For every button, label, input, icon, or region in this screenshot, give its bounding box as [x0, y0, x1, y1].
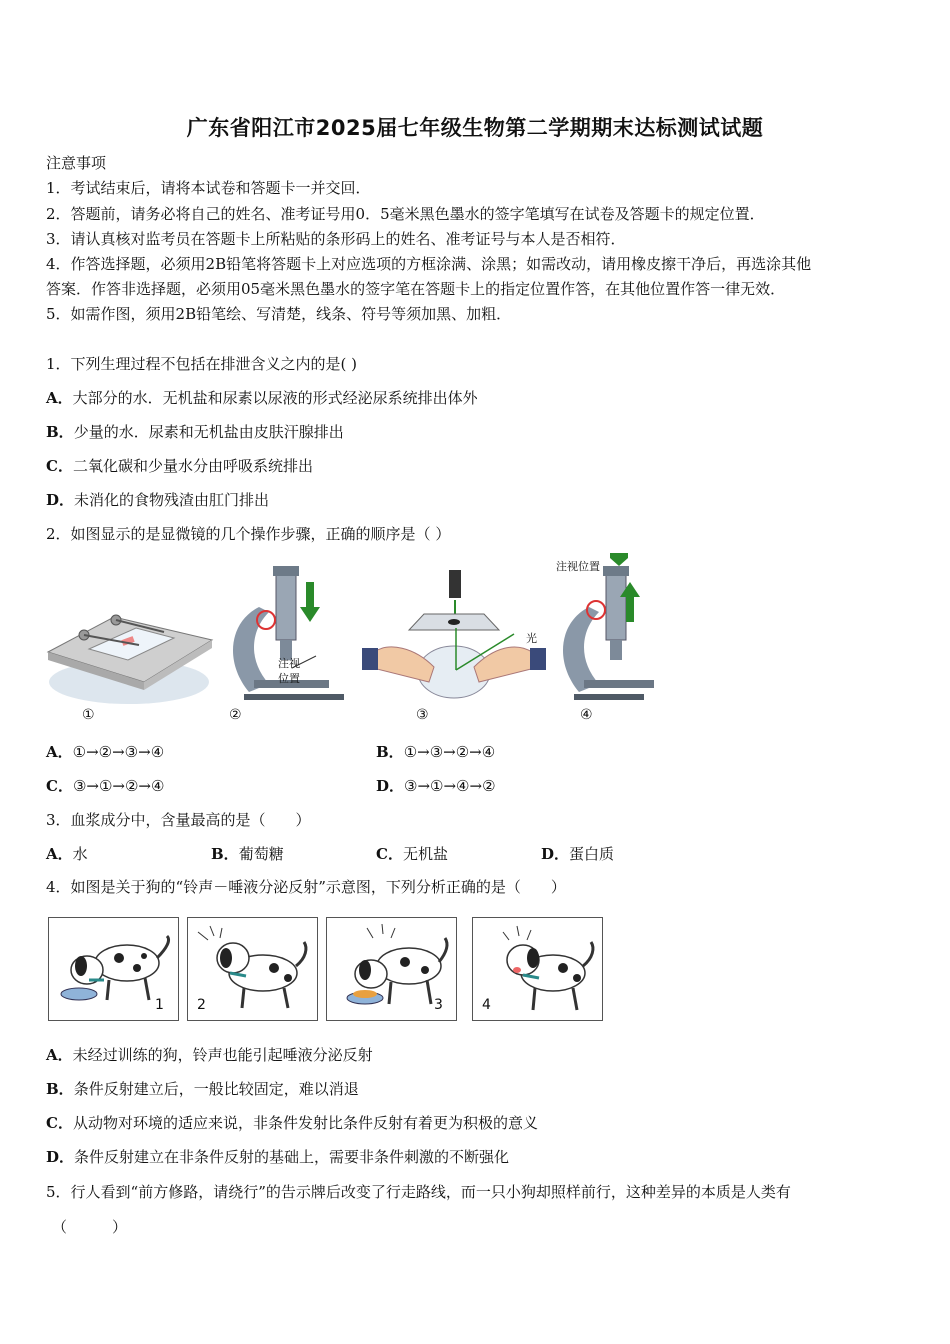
- option-letter: D．: [46, 1148, 75, 1166]
- option-letter: C．: [46, 777, 73, 795]
- option-text: ①→③→②→④: [403, 743, 496, 761]
- option-letter: B．: [46, 423, 74, 441]
- option-letter: A．: [46, 389, 73, 407]
- option-text: 葡萄糖: [238, 845, 284, 863]
- microscope-stage-illustration: [48, 615, 212, 704]
- annotation-light: 光: [526, 632, 537, 645]
- question-5-blank: （ ）: [52, 1218, 128, 1236]
- option-text: 从动物对环境的适应来说，非条件发射比条件反射有着更为积极的意义: [72, 1114, 538, 1132]
- option-text: 无机盐: [402, 845, 448, 863]
- question-4-option-a: [46, 1044, 373, 1065]
- figure-label-1: ①: [82, 707, 95, 723]
- question-3-option-a: [46, 843, 88, 864]
- option-text: ③→①→④→②: [404, 777, 496, 795]
- microscope-raising-illustration: [563, 552, 654, 700]
- question-1-option-a: [46, 387, 478, 408]
- option-letter: D．: [376, 777, 405, 795]
- figure-label-2: ②: [229, 707, 242, 723]
- question-3-option-d: [541, 843, 614, 864]
- option-text: 大部分的水．无机盐和尿素以尿液的形式经泌尿系统排出体外: [72, 389, 478, 407]
- question-4-option-d: [46, 1146, 509, 1167]
- option-letter: B．: [46, 1080, 74, 1098]
- option-text: 条件反射建立在非条件反射的基础上，需要非条件刺激的不断强化: [74, 1148, 510, 1166]
- question-4-stem: 4．如图是关于狗的“铃声－唾液分泌反射”示意图，下列分析正确的是（ ）: [46, 878, 566, 896]
- option-letter: C．: [376, 845, 403, 863]
- option-text: 水: [72, 845, 88, 863]
- question-2-option-a: [46, 741, 164, 762]
- notice-item: 3．请认真核对监考员在答题卡上所粘贴的条形码上的姓名、准考证号与本人是否相符．: [46, 230, 626, 248]
- notice-item: 5．如需作图，须用2B铅笔绘、写清楚，线条、符号等须加黑、加粗．: [46, 305, 512, 323]
- option-letter: C．: [46, 1114, 73, 1132]
- option-text: 条件反射建立后，一般比较固定，难以消退: [73, 1080, 359, 1098]
- microscope-steps-figure: [44, 552, 654, 732]
- option-text: ①→②→③→④: [72, 743, 165, 761]
- option-text: 蛋白质: [569, 845, 615, 863]
- question-3-option-b: [211, 843, 284, 864]
- dog-panel-2-number: 2: [197, 997, 206, 1013]
- dog-panel-2: [187, 917, 318, 1021]
- question-1-option-b: [46, 421, 344, 442]
- annotation-watch: 注视: [278, 657, 300, 670]
- notice-item: 1．考试结束后，请将本试卷和答题卡一并交回．: [46, 179, 371, 197]
- option-letter: D．: [541, 845, 570, 863]
- question-3-option-c: [376, 843, 448, 864]
- question-1-stem: 1．下列生理过程不包括在排泄含义之内的是( ): [46, 355, 358, 373]
- question-2-option-c: [46, 775, 164, 796]
- question-4-option-c: [46, 1112, 538, 1133]
- question-4-option-b: [46, 1078, 359, 1099]
- notice-item: 答案．作答非选择题，必须用05毫米黑色墨水的签字笔在答题卡上的指定位置作答，在其他位置作答一律无效．: [46, 280, 786, 298]
- annotation-watch-position: 注视位置: [556, 560, 600, 573]
- dog-panel-4-number: 4: [482, 997, 491, 1013]
- annotation-position: 位置: [278, 672, 300, 685]
- dog-salivating-illustration: [473, 918, 602, 1020]
- notice-heading: 注意事项: [46, 154, 107, 172]
- dog-panel-3-number: 3: [434, 997, 443, 1013]
- dog-bell-illustration: [188, 918, 317, 1020]
- question-2-option-d: [376, 775, 496, 796]
- option-letter: D．: [46, 491, 75, 509]
- question-2-option-b: [376, 741, 495, 762]
- option-text: ③→①→②→④: [72, 777, 165, 795]
- option-letter: B．: [211, 845, 239, 863]
- option-text: 未经过训练的狗，铃声也能引起唾液分泌反射: [72, 1046, 373, 1064]
- option-letter: A．: [46, 845, 73, 863]
- option-text: 二氧化碳和少量水分由呼吸系统排出: [72, 457, 313, 475]
- notice-item: 2．答题前，请务必将自己的姓名、准考证号用0．5毫米黑色墨水的签字笔填写在试卷及答题卡的规定位置．: [46, 205, 765, 223]
- option-text: 未消化的食物残渣由肛门排出: [74, 491, 270, 509]
- page-title: 广东省阳江市2025届七年级生物第二学期期末达标测试试题: [186, 116, 764, 140]
- notice-item: 4．作答选择题，必须用2B铅笔将答题卡上对应选项的方框涂满、涂黑；如需改动，请用橡皮擦干净后，再选涂其他: [46, 255, 812, 273]
- question-3-stem: 3．血浆成分中，含量最高的是（ ）: [46, 811, 311, 829]
- dog-panel-4: [472, 917, 603, 1021]
- option-letter: A．: [46, 1046, 73, 1064]
- question-1-option-d: [46, 489, 269, 510]
- dog-panel-1-number: 1: [155, 997, 164, 1013]
- question-5-stem: 5．行人看到“前方修路，请绕行”的告示牌后改变了行走路线，而一只小狗却照样前行，这种差异的本质是人类有: [46, 1183, 791, 1201]
- question-1-option-c: [46, 455, 313, 476]
- option-letter: B．: [376, 743, 404, 761]
- figure-label-3: ③: [416, 707, 429, 723]
- option-letter: C．: [46, 457, 73, 475]
- figure-label-4: ④: [580, 707, 593, 723]
- hands-adjusting-illustration: [362, 570, 546, 698]
- option-letter: A．: [46, 743, 73, 761]
- question-2-stem: 2．如图显示的是显微镜的几个操作步骤，正确的顺序是（ ）: [46, 525, 451, 543]
- option-text: 少量的水．尿素和无机盐由皮肤汗腺排出: [73, 423, 344, 441]
